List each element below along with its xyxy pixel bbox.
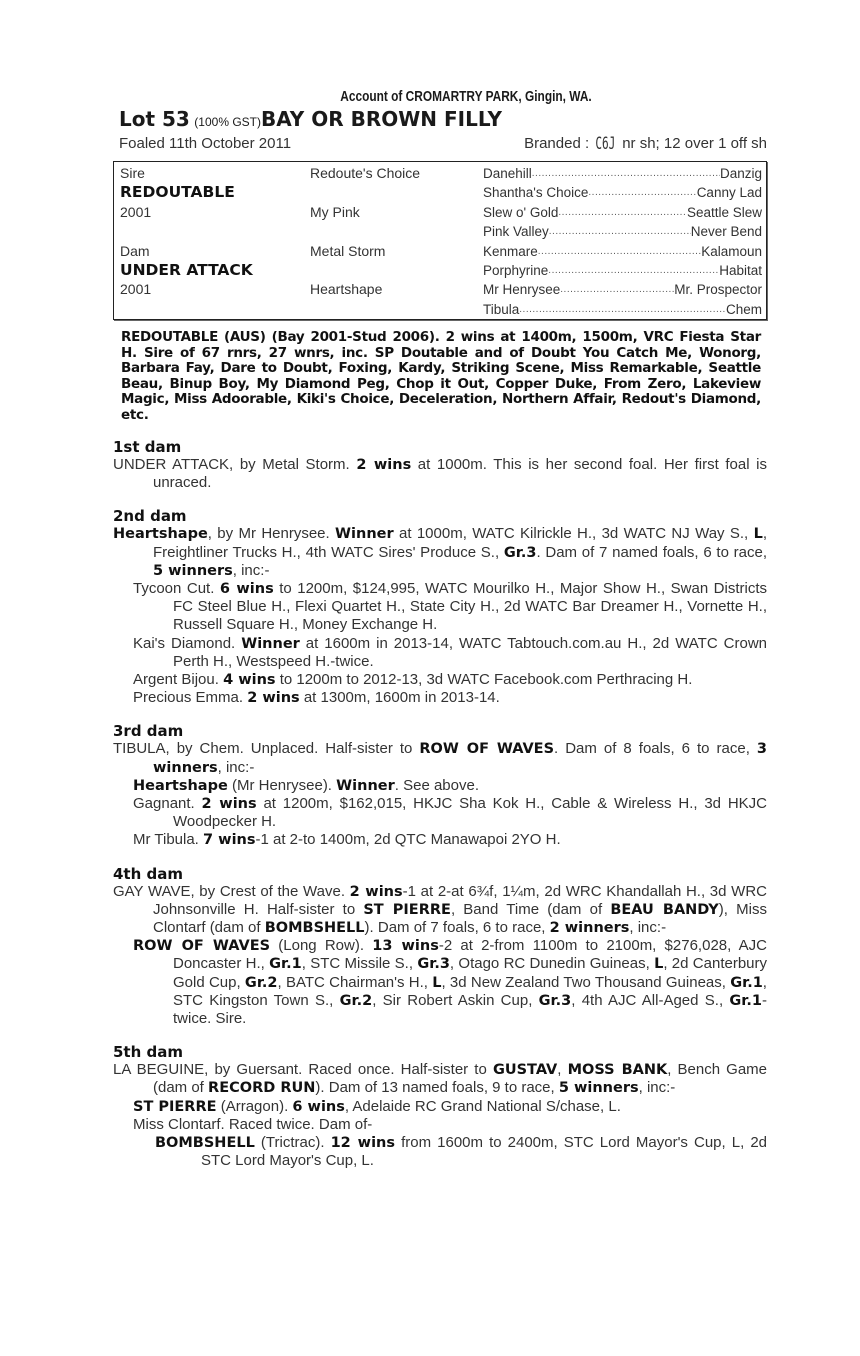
dam-label: Dam: [120, 242, 150, 259]
foaling-brand-line: [119, 132, 767, 156]
pedigree-row: Shantha's Choice ..... Canny Lad: [483, 183, 762, 202]
dam-dam: Heartshape: [310, 281, 383, 298]
sire-summary: REDOUTABLE (AUS) (Bay 2001-Stud 2006). 2 wins at 1400m, 1500m, VRC Fiesta Star H. Sire of 67 rnrs, 27 wnrs, inc. SP Doutable and of Doubt You Catch Me, Wonorg, Barbara Fay, Dare to Doubt, Foxing, Kardy, Striking Scene, Miss Remarkable, Seattle Beau, Binup Boy, My Diamond Peg, Chop it Out, Copper Duke, From Zero, Lakeview Magic, Miss Adoorable, Kiki's Choice, Deceleration, Northern Affair, Redout's Diamond, etc.: [121, 329, 761, 423]
pedigree-great-grandparents-column: [483, 164, 762, 319]
progeny-entry: Heartshape (Mr Henrysee). Winner. See above.: [133, 776, 479, 794]
sire-name: REDOUTABLE: [120, 183, 235, 202]
dam-section-5: [113, 1043, 767, 1170]
progeny-entry: Precious Emma. 2 wins at 1300m, 1600m in 2013-14.: [133, 689, 500, 707]
dam-section-1: [113, 438, 767, 492]
dam-name: UNDER ATTACK: [120, 260, 253, 279]
lot-number: Lot 53: [119, 107, 190, 131]
vendor-account: Account of CROMARTRY PARK, Gingin, WA.: [340, 89, 592, 105]
pedigree-row: Tibula ..... Chem: [483, 300, 762, 319]
dam-description: TIBULA, by Chem. Unplaced. Half-sister to ROW OF WAVES. Dam of 8 foals, 6 to race, 3 winners, inc:-: [113, 740, 767, 776]
foaled-date: Foaled 11th October 2011: [119, 135, 292, 152]
progeny-entry: BOMBSHELL (Trictrac). 12 wins from 1600m to 2400m, STC Lord Mayor's Cup, L, 2d STC Lord Mayor's Cup, L.: [155, 1134, 768, 1170]
sire-label: Sire: [120, 165, 145, 181]
progeny-entry: ROW OF WAVES (Long Row). 13 wins-2 at 2-from 1100m to 2100m, $276,028, AJC Doncaster H., Gr.1, STC Missile S., Gr.3, Otago RC Dunedin Guineas, L, 2d Canterbury Gold Cup, Gr.2, BATC Chairman's H., L, 3d New Zealand Two Thousand Guineas, Gr.1, STC Kingston Town S., Gr.2, Sir Robert Askin Cup, Gr.3, 4th AJC All-Aged S., Gr.1-twice. Sire.: [133, 937, 768, 1028]
pedigree-table: [113, 161, 767, 320]
progeny-entry: ST PIERRE (Arragon). 6 wins, Adelaide RC Grand National S/chase, L.: [133, 1097, 621, 1115]
dam-year: 2001: [120, 281, 152, 298]
dam-description: GAY WAVE, by Crest of the Wave. 2 wins-1 at 2-at 6¾f, 1¼m, 2d WRC Khandallah H., 3d WRC Johnsonville H. Half-sister to ST PIERRE, Band Time (dam of BEAU BANDY), Miss Clontarf (dam of BOMBSHELL). Dam of 7 foals, 6 to race, 2 winners, inc:-: [113, 882, 767, 937]
dam-heading: 3rd dam: [113, 722, 184, 741]
progeny-entry: Miss Clontarf. Raced twice. Dam of-: [133, 1115, 373, 1133]
progeny-entry: Argent Bijou. 4 wins to 1200m to 2012-13, 3d WATC Facebook.com Perthracing H.: [133, 671, 693, 689]
dam-section-2: [113, 507, 767, 707]
branded-label: Branded :: [524, 135, 590, 152]
dam-description: LA BEGUINE, by Guersant. Raced once. Half-sister to GUSTAV, MOSS BANK, Bench Game (dam of RECORD RUN). Dam of 13 named foals, 9 to race, 5 winners, inc:-: [113, 1061, 768, 1097]
dam-sire: Metal Storm: [310, 242, 386, 259]
dam-heading: 4th dam: [113, 864, 183, 883]
pedigree-row: Porphyrine ..... Habitat: [483, 261, 762, 280]
progeny-entry: Mr Tibula. 7 wins-1 at 2-to 1400m, 2d QTC Manawapoi 2YO H.: [133, 831, 561, 849]
dam-section-3: [113, 722, 767, 849]
sire-dam: My Pink: [310, 203, 360, 220]
dam-heading: 5th dam: [113, 1043, 183, 1062]
lot-title: BAY OR BROWN FILLY: [260, 107, 502, 131]
pedigree-row: Slew o' Gold ..... Seattle Slew: [483, 203, 762, 222]
pedigree-row: Mr Henrysee ..... Mr. Prospector: [483, 280, 762, 299]
gst-note: (100% GST): [194, 115, 261, 129]
pedigree-grandparents-column: [310, 164, 460, 300]
dam-sections: [113, 438, 767, 1171]
pedigree-row: Kenmare ..... Kalamoun: [483, 242, 762, 261]
lot-heading: [119, 106, 767, 132]
sire-year: 2001: [120, 203, 152, 220]
progeny-entry: Tycoon Cut. 6 wins to 1200m, $124,995, WATC Mourilko H., Major Show H., Swan Districts FC Steel Blue H., Flexi Quartet H., State City H., 2d WATC Bar Dreamer H., Vornette H., Russell Square H., Money Exchange H.: [133, 580, 767, 634]
sire-sire: Redoute's Choice: [310, 165, 421, 181]
brand-info: [524, 132, 767, 156]
dam-section-4: [113, 865, 767, 1029]
dam-description: UNDER ATTACK, by Metal Storm. 2 wins at 1000m. This is her second foal. Her first foal is unraced.: [113, 456, 767, 492]
dam-heading: 2nd dam: [113, 507, 187, 526]
dam-description: Heartshape, by Mr Henrysee. Winner at 1000m, WATC Kilrickle H., 3d WATC NJ Way S., L, Freightliner Trucks H., 4th WATC Sires' Produce S., Gr.3. Dam of 7 named foals, 6 to race, 5 winners, inc:-: [113, 525, 767, 579]
catalogue-page: [113, 88, 767, 1171]
progeny-entry: Kai's Diamond. Winner at 1600m in 2013-14, WATC Tabtouch.com.au H., 2d WATC Crown Perth H., Westspeed H.-twice.: [133, 634, 768, 670]
progeny-entry: Gagnant. 2 wins at 1200m, $162,015, HKJC Sha Kok H., Cable & Wireless H., 3d HKJC Woodpecker H.: [133, 795, 768, 831]
pedigree-row: Pink Valley ..... Never Bend: [483, 222, 762, 241]
brand-description: nr sh; 12 over 1 off sh: [622, 135, 767, 152]
brand-mark-icon: C6J: [595, 134, 616, 154]
dam-heading: 1st dam: [113, 438, 182, 456]
pedigree-row: Danehill ..... Danzig: [483, 164, 762, 183]
pedigree-parents-column: [120, 164, 300, 300]
